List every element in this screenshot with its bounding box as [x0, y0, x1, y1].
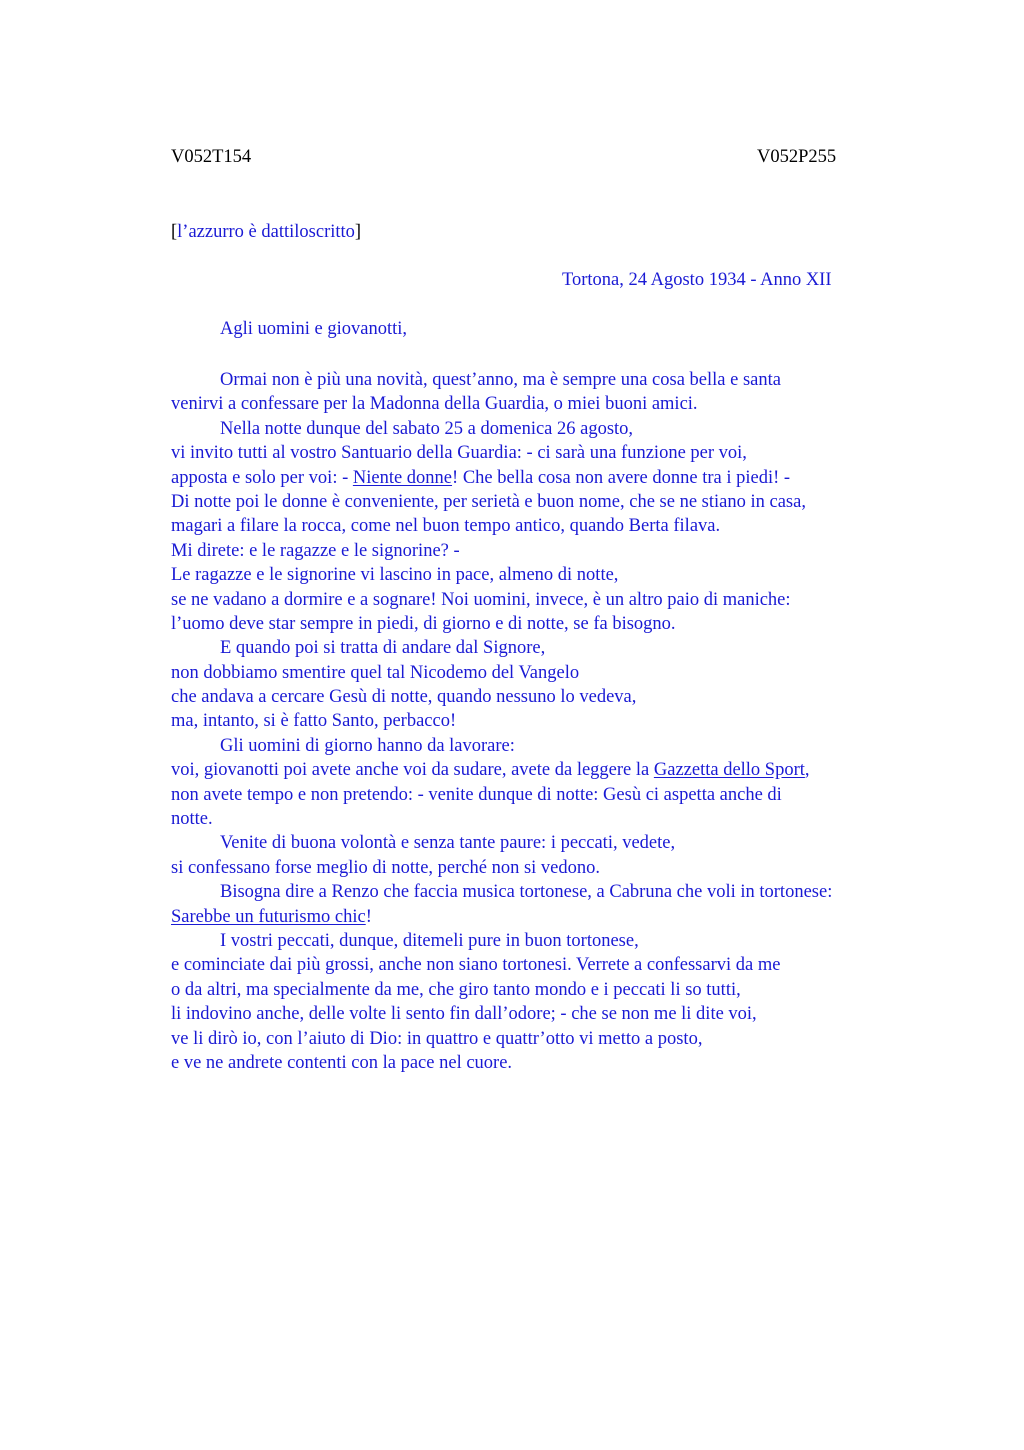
text-line: non avete tempo e non pretendo: - venite dunque di notte: Gesù ci aspetta anche di — [171, 784, 782, 805]
text-line: Le ragazze e le signorine vi lascino in pace, almeno di notte, — [171, 565, 619, 586]
text-line: notte. — [171, 809, 213, 830]
note-close-bracket: ] — [354, 222, 362, 242]
text-line — [171, 758, 931, 782]
letter-greeting: Agli uomini e giovanotti, — [220, 319, 408, 339]
text-line: che andava a cercare Gesù di notte, quando nessuno lo vedeva, — [171, 687, 637, 708]
text-line: li indovino anche, delle volte li sento fin dall’odore; - che se non me li dite voi, — [171, 1004, 757, 1025]
text-line: I vostri peccati, dunque, ditemeli pure in buon tortonese, — [220, 930, 639, 951]
text-line: e cominciate dai più grossi, anche non siano tortonesi. Verrete a confessarvi da me — [171, 955, 781, 976]
left-document-code: V052T154 — [171, 147, 252, 167]
text-line: ve li dirò io, con l’aiuto di Dio: in quattro e quattr’otto vi metto a posto, — [171, 1028, 703, 1049]
text-line: Bisogna dire a Renzo che faccia musica tortonese, a Cabruna che voli in tortonese: — [220, 882, 833, 903]
text-line: se ne vadano a dormire e a sognare! Noi uomini, invece, è un altro paio di maniche: — [171, 589, 791, 610]
text-line: l’uomo deve star sempre in piedi, di giorno e di notte, se fa bisogno. — [171, 613, 676, 634]
text-line: Di notte poi le donne è conveniente, per serietà e buon nome, che se ne stiano in casa, — [171, 491, 806, 512]
text-line: venirvi a confessare per la Madonna della Guardia, o miei buoni amici. — [171, 394, 698, 415]
note-text: l’azzurro è dattiloscritto — [177, 222, 355, 242]
right-page-code: V052P255 — [757, 147, 837, 167]
underlined-phrase: Niente donne — [352, 467, 453, 488]
text-line: Venite di buona volontà e senza tante paure: i peccati, vedete, — [220, 833, 676, 854]
text-line: o da altri, ma specialmente da me, che giro tanto mondo e i peccati li so tutti, — [171, 979, 741, 1000]
underlined-phrase: Gazzetta dello Sport — [653, 760, 805, 781]
text-line: Ormai non è più una novità, quest’anno, ma è sempre una cosa bella e santa — [220, 370, 781, 390]
text-line: ma, intanto, si è fatto Santo, perbacco! — [171, 711, 457, 732]
text-line: Mi direte: e le ragazze e le signorine? - — [171, 540, 460, 561]
text-segment: ! Che bella cosa non avere donne tra i piedi! - — [452, 467, 791, 488]
text-line — [171, 466, 931, 490]
text-line: magari a filare la rocca, come nel buon tempo antico, quando Berta filava. — [171, 516, 721, 537]
letter-date: Tortona, 24 Agosto 1934 - Anno XII — [562, 270, 832, 290]
text-line: Nella notte dunque del sabato 25 a domenica 26 agosto, — [220, 418, 634, 439]
text-segment: , — [804, 760, 810, 781]
text-line: e ve ne andrete contenti con la pace nel cuore. — [171, 1052, 513, 1073]
text-segment: voi, giovanotti poi avete anche voi da sudare, avete da leggere la — [171, 760, 654, 781]
text-line: non dobbiamo smentire quel tal Nicodemo del Vangelo — [171, 662, 580, 683]
underlined-phrase: Sarebbe un futurismo chic — [171, 906, 366, 927]
text-line: si confessano forse meglio di notte, perché non si vedono. — [171, 857, 600, 878]
letter-body — [171, 368, 931, 1075]
text-segment: apposta e solo per voi: - — [171, 467, 353, 488]
editorial-note — [171, 222, 361, 243]
text-segment: ! — [365, 906, 372, 927]
text-line: vi invito tutti al vostro Santuario della Guardia: - ci sarà una funzione per voi, — [171, 443, 747, 464]
text-line — [171, 905, 931, 929]
text-line: E quando poi si tratta di andare dal Signore, — [220, 638, 546, 659]
note-open-bracket: [ — [171, 222, 178, 242]
text-line: Gli uomini di giorno hanno da lavorare: — [220, 735, 515, 756]
